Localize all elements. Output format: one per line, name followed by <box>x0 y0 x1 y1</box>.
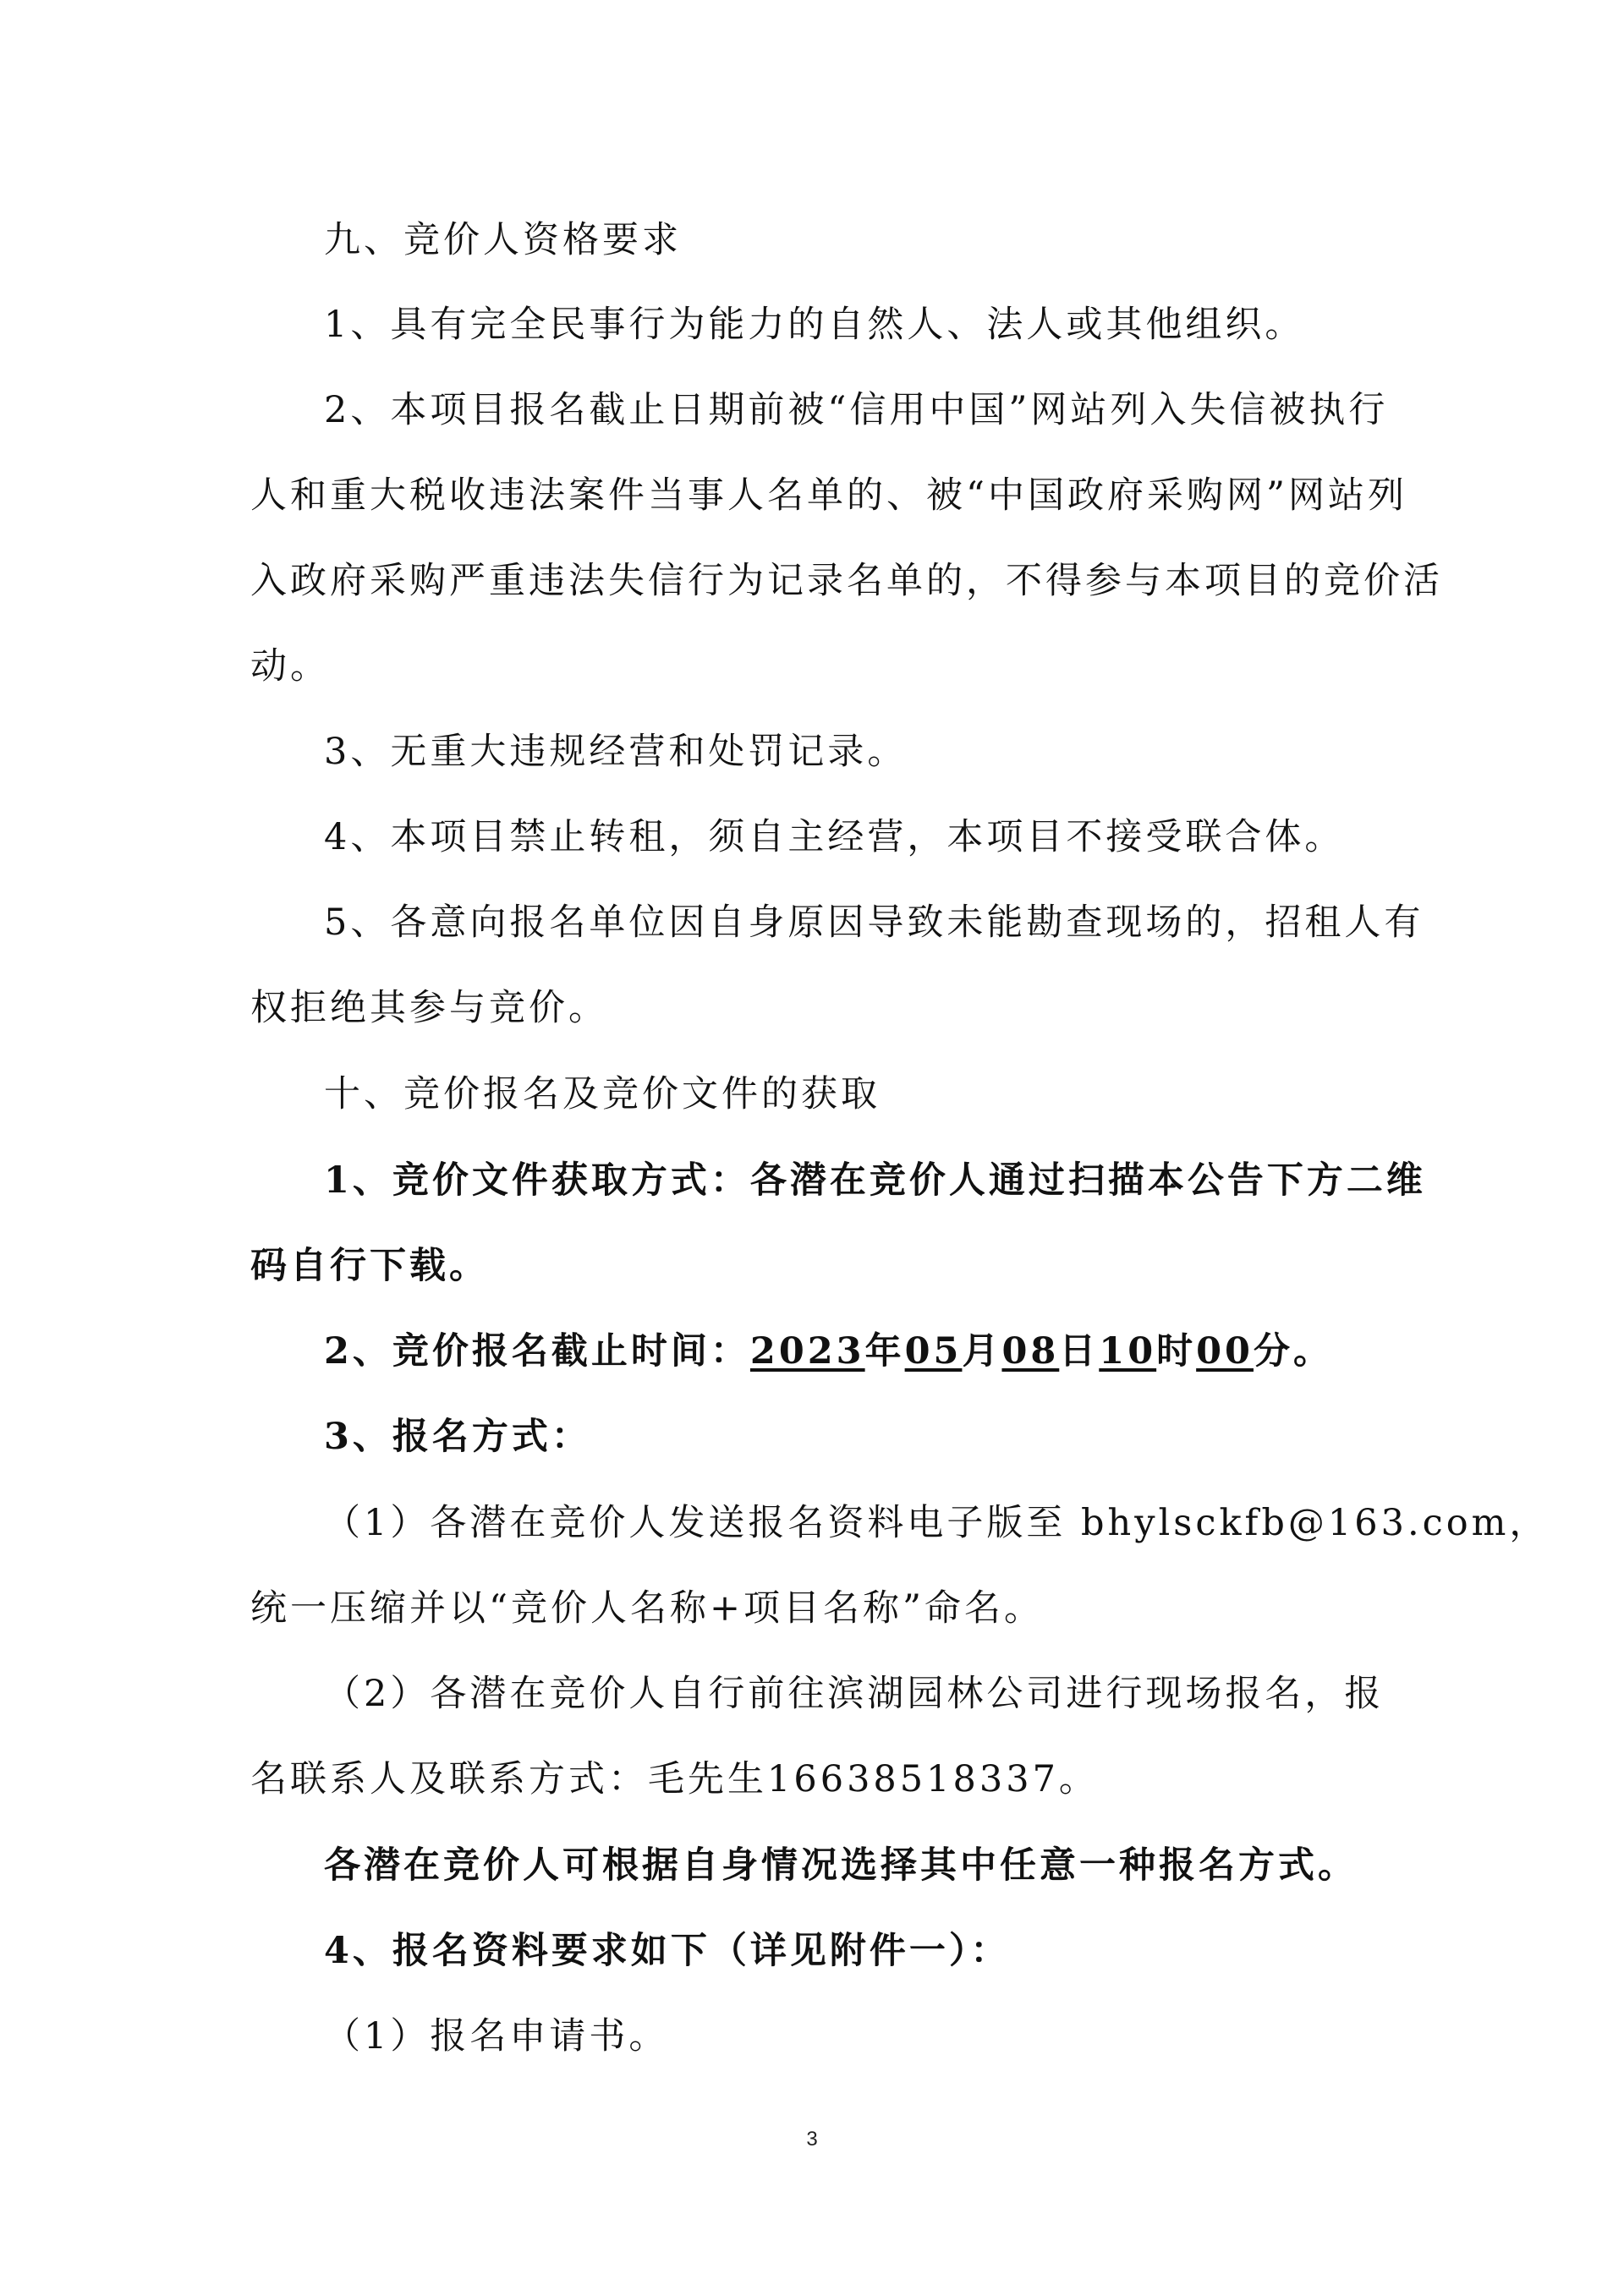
deadline-year: 2023 <box>749 1330 865 1373</box>
section-10-item-2 <box>324 1326 1457 1377</box>
deadline-prefix: 2、竞价报名截止时间： <box>324 1330 750 1373</box>
deadline-hour-unit: 时 <box>1156 1330 1197 1373</box>
deadline-day-unit: 日 <box>1059 1330 1100 1373</box>
section-9-item-2-line-1: 2、本项目报名截止日期前被“信用中国”网站列入失信被执行 <box>324 389 1389 431</box>
deadline-day: 08 <box>1001 1330 1060 1373</box>
deadline-minute-unit: 分。 <box>1253 1330 1333 1373</box>
section-9-item-5-line-2: 权拒绝其参与竞价。 <box>250 987 608 1029</box>
section-10-heading: 十、竞价报名及竞价文件的获取 <box>324 1073 881 1115</box>
registration-method-note: 各潜在竞价人可根据自身情况选择其中任意一种报名方式。 <box>324 1844 1358 1887</box>
section-10-item-3: 3、报名方式： <box>324 1416 591 1458</box>
section-9-item-4: 4、本项目禁止转租，须自主经营，本项目不接受联合体。 <box>324 816 1345 858</box>
section-10-item-1-line-2: 码自行下载。 <box>250 1245 489 1287</box>
section-9-item-1: 1、具有完全民事行为能力的自然人、法人或其他组织。 <box>324 304 1305 346</box>
section-10-item-3-sub-2-line-1: （2）各潜在竞价人自行前往滨湖园林公司进行现场报名，报 <box>324 1673 1385 1715</box>
section-10-item-4: 4、报名资料要求如下（详见附件一）： <box>324 1930 1011 1972</box>
section-9-heading: 九、竞价人资格要求 <box>324 219 682 261</box>
deadline-month-unit: 月 <box>962 1330 1002 1373</box>
deadline-minute: 00 <box>1196 1330 1254 1373</box>
section-9-item-5-line-1: 5、各意向报名单位因自身原因导致未能勘查现场的，招租人有 <box>324 901 1424 944</box>
section-10-item-3-sub-1-line-1: （1）各潜在竞价人发送报名资料电子版至 bhylsckfb@163.com， <box>324 1502 1550 1544</box>
section-10-item-1-line-1: 1、竞价文件获取方式：各潜在竞价人通过扫描本公告下方二维 <box>324 1159 1426 1202</box>
section-10-item-4-sub-1: （1）报名申请书。 <box>324 2015 669 2058</box>
section-9-item-2-line-4: 动。 <box>250 645 330 688</box>
section-10-item-3-sub-1-line-2: 统一压缩并以“竞价人名称+项目名称”命名。 <box>250 1587 1044 1630</box>
deadline-hour: 10 <box>1099 1330 1157 1373</box>
deadline-month: 05 <box>904 1330 963 1373</box>
page-number: 3 <box>806 2128 818 2151</box>
section-9-item-2-line-3: 入政府采购严重违法失信行为记录名单的，不得参与本项目的竞价活 <box>250 560 1443 602</box>
section-9-item-3: 3、无重大违规经营和处罚记录。 <box>324 731 908 773</box>
section-10-item-3-sub-2-line-2: 名联系人及联系方式：毛先生16638518337。 <box>250 1758 1099 1800</box>
deadline-year-unit: 年 <box>864 1330 905 1373</box>
section-9-item-2-line-2: 人和重大税收违法案件当事人名单的、被“中国政府采购网”网站列 <box>250 474 1407 517</box>
